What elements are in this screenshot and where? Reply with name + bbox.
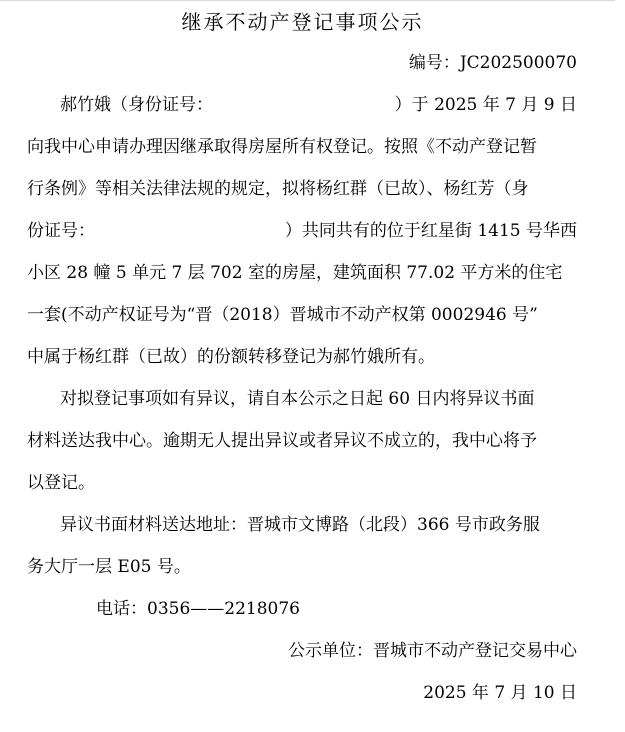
objection-line-3: 以登记。 — [27, 473, 95, 493]
address-line-1: 异议书面材料送达地址：晋城市文博路（北段）366 号市政务服 — [60, 515, 540, 535]
issuing-unit: 公示单位：晋城市不动产登记交易中心 — [288, 641, 577, 661]
document-number: 编号：JC202500070 — [408, 53, 577, 73]
body-line-6: 一套(不动产权证号为“晋（2018）晋城市不动产权第 0002946 号” — [27, 305, 538, 325]
document-title: 继承不动产登记事项公示 — [181, 10, 424, 34]
body-line-3: 行条例》等相关法律法规的规定，拟将杨红群（已故）、杨红芳（身 — [27, 179, 529, 199]
body-line-5: 小区 28 幢 5 单元 7 层 702 室的房屋，建筑面积 77.02 平方米的住宅 — [27, 263, 563, 283]
objection-line-2: 材料送达我中心。逾期无人提出异议或者异议不成立的，我中心将予 — [27, 431, 537, 451]
objection-line-1: 对拟登记事项如有异议，请自本公示之日起 60 日内将异议书面 — [60, 389, 535, 409]
body-line-2: 向我中心申请办理因继承取得房屋所有权登记。按照《不动产登记暂 — [27, 137, 537, 157]
contact-phone: 电话：0356——2218076 — [96, 599, 300, 619]
body-line-4b: ）共同共有的位于红星街 1415 号华西 — [284, 221, 577, 241]
body-line-1b: ）于 2025 年 7 月 9 日 — [394, 95, 577, 115]
issue-date: 2025 年 7 月 10 日 — [423, 683, 577, 703]
body-line-7: 中属于杨红群（已故）的份额转移登记为郝竹娥所有。 — [27, 347, 435, 367]
address-line-2: 务大厅一层 E05 号。 — [27, 557, 191, 577]
page-top-border — [0, 0, 615, 1]
body-line-4a: 份证号： — [27, 221, 95, 241]
body-line-1a: 郝竹娥（身份证号： — [60, 95, 213, 115]
